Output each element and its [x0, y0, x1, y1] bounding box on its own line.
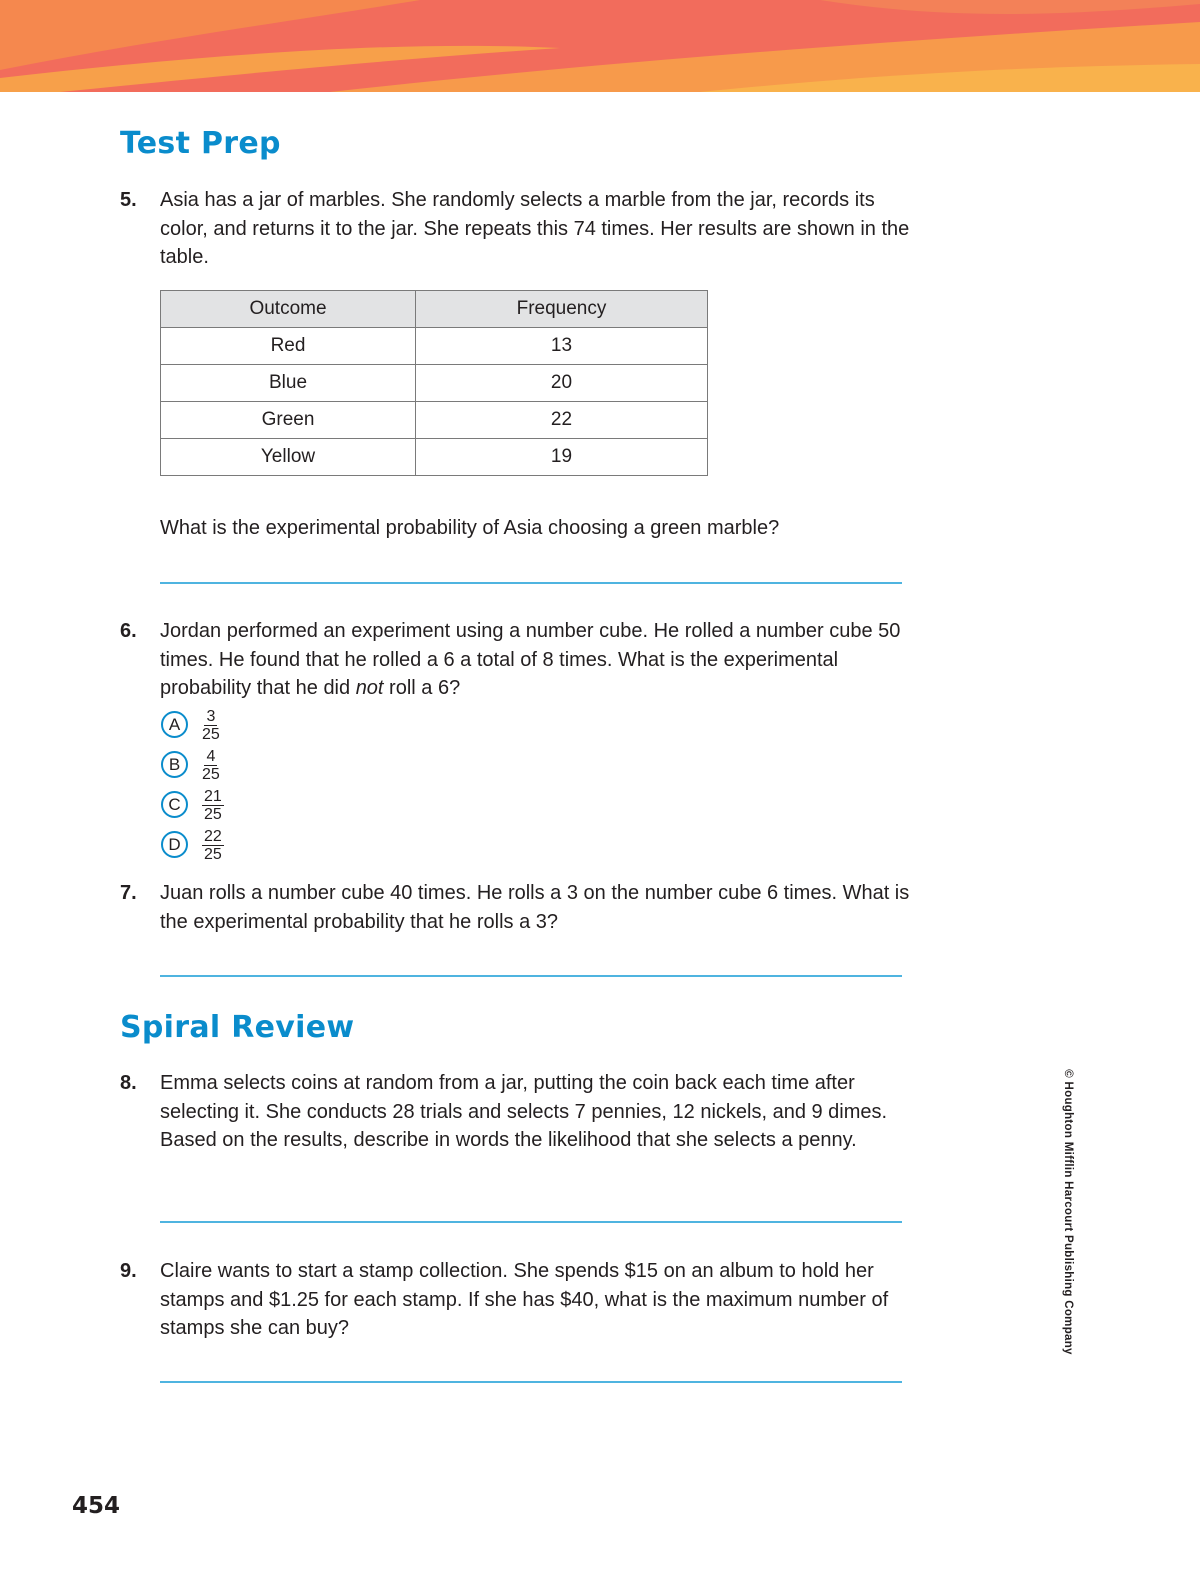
question-number: 8. [120, 1072, 137, 1094]
table-header-row [161, 291, 708, 328]
question-text: Claire wants to start a stamp collection. She spends $15 on an album to hold her stamps and $1.25 for each stamp. If she has $40, what is the maximum number of stamps she can buy? [160, 1260, 889, 1339]
table-header-outcome: Outcome [161, 291, 416, 328]
table-cell: Green [161, 402, 416, 439]
question-text: Emma selects coins at random from a jar, putting the coin back each time after selecting it. She conducts 28 trials and selects 7 pennies, 12 nickels, and 9 dimes. Based on the results, describe in words the likelihood that she selects a penny. [160, 1072, 888, 1151]
page-number: 454 [72, 1493, 121, 1519]
table-cell: 20 [416, 365, 708, 402]
fraction-denominator: 25 [202, 726, 220, 743]
answer-line-q5[interactable] [160, 582, 902, 584]
question-5 [120, 186, 910, 272]
table-row [161, 402, 708, 439]
question-9 [120, 1257, 910, 1343]
table-cell: Yellow [161, 439, 416, 476]
question-text: Asia has a jar of marbles. She randomly selects a marble from the jar, records its color, and returns it to the jar. She repeats this 74 times. Her results are shown in the table. [160, 189, 910, 268]
header-banner [0, 0, 1200, 92]
question-text [160, 617, 910, 703]
question-number: 9. [120, 1260, 137, 1282]
question-text: What is the experimental probability of Asia choosing a green marble? [160, 517, 780, 539]
choice-letter-circle[interactable]: C [161, 791, 188, 818]
table-cell: Blue [161, 365, 416, 402]
answer-line-q7[interactable] [160, 975, 902, 977]
table-row [161, 439, 708, 476]
fraction-denominator: 25 [204, 806, 222, 823]
copyright-notice: © Houghton Mifflin Harcourt Publishing Company [1062, 1069, 1074, 1355]
choice-letter-circle[interactable]: D [161, 831, 188, 858]
table-header-frequency: Frequency [416, 291, 708, 328]
question-6 [120, 617, 910, 703]
question-number: 7. [120, 882, 137, 904]
table-cell: 13 [416, 328, 708, 365]
fraction-numerator: 4 [206, 748, 216, 765]
answer-line-q8[interactable] [160, 1221, 902, 1223]
table-row [161, 365, 708, 402]
fraction [202, 748, 220, 783]
fraction-numerator: 3 [206, 708, 216, 725]
fraction-denominator: 25 [204, 846, 222, 863]
fraction-numerator: 21 [204, 788, 222, 805]
table-cell: Red [161, 328, 416, 365]
table-cell: 19 [416, 439, 708, 476]
question-number: 6. [120, 620, 137, 642]
question-8 [120, 1069, 910, 1155]
question-5-followup [120, 514, 910, 543]
question-7 [120, 879, 910, 936]
question-text-emphasis: not [355, 677, 384, 699]
table-cell: 22 [416, 402, 708, 439]
question-text-part: roll a 6? [383, 677, 461, 699]
choice-letter-circle[interactable]: B [161, 751, 188, 778]
fraction [202, 828, 224, 863]
question-text: Juan rolls a number cube 40 times. He rolls a 3 on the number cube 6 times. What is the experimental probability that he rolls a 3? [160, 882, 910, 933]
question-text-part: Jordan performed an experiment using a number cube. He rolled a number cube 50 times. He found that he rolled a 6 a total of 8 times. What is the experimental probability that he did [160, 620, 901, 699]
fraction [202, 788, 224, 823]
choice-letter-circle[interactable]: A [161, 711, 188, 738]
frequency-table [160, 290, 708, 476]
answer-line-q9[interactable] [160, 1381, 902, 1383]
table-row [161, 328, 708, 365]
fraction-denominator: 25 [202, 766, 220, 783]
section-heading-test-prep: Test Prep [120, 126, 281, 161]
question-number: 5. [120, 189, 137, 211]
fraction [202, 708, 220, 743]
section-heading-spiral-review: Spiral Review [120, 1010, 355, 1045]
fraction-numerator: 22 [204, 828, 222, 845]
